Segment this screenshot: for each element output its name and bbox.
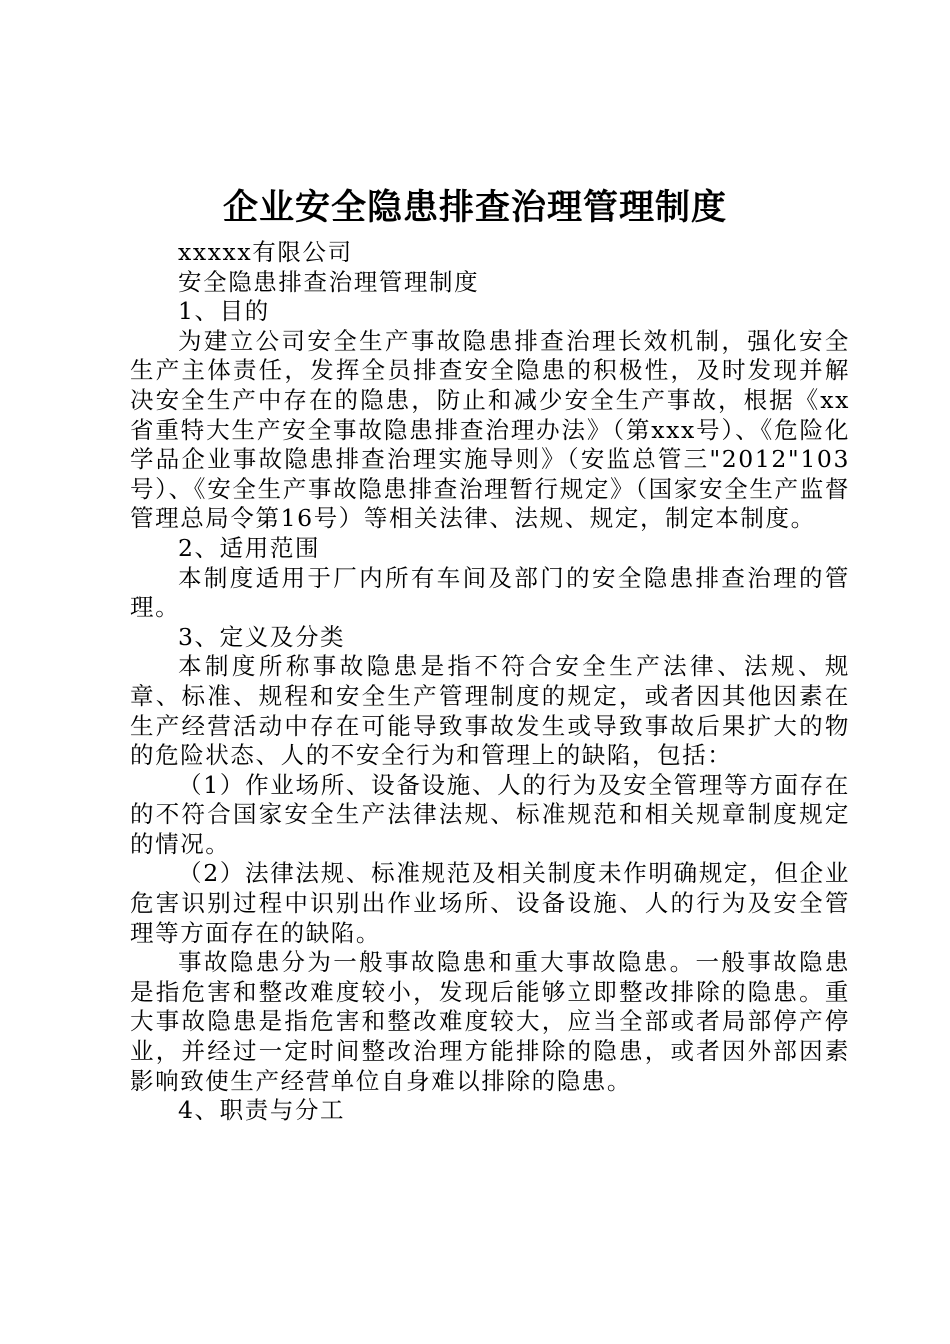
purpose-paragraph: 为建立公司安全生产事故隐患排查治理长效机制，强化安全生产主体责任，发挥全员排查安全隐患的积极性，及时发现并解决安全生产中存在的隐患，防止和减少安全生产事故，根据《xx省重特大生产安全事故隐患排查治理办法》（第xxx号）、《危险化学品企业事故隐患排查治理实施导则》（安监总管三"2012"103号）、《安全生产事故隐患排查治理暂行规定》（国家安全生产监督管理总局令第16号）等相关法律、法规、规定，制定本制度。 bbox=[130, 326, 850, 533]
definition-item-2: （2）法律法规、标准规范及相关制度未作明确规定，但企业危害识别过程中识别出作业场所、设备设施、人的行为及安全管理等方面存在的缺陷。 bbox=[130, 859, 850, 947]
section-heading-definitions: 3、定义及分类 bbox=[178, 622, 346, 651]
document-title: 企业安全隐患排查治理管理制度 bbox=[222, 187, 727, 228]
document-body bbox=[130, 238, 850, 1126]
regulation-name-line: 安全隐患排查治理管理制度 bbox=[178, 267, 480, 296]
scope-paragraph: 本制度适用于厂内所有车间及部门的安全隐患排查治理的管理。 bbox=[130, 563, 850, 622]
section-heading-scope: 2、适用范围 bbox=[178, 533, 321, 562]
classification-paragraph: 事故隐患分为一般事故隐患和重大事故隐患。一般事故隐患是指危害和整改难度较小，发现后能够立即整改排除的隐患。重大事故隐患是指危害和整改难度较大，应当全部或者局部停产停业，并经过一定时间整改治理方能排除的隐患，或者因外部因素影响致使生产经营单位自身难以排除的隐患。 bbox=[130, 948, 850, 1095]
company-name-line: xxxxx有限公司 bbox=[178, 238, 353, 266]
definition-item-1: （1）作业场所、设备设施、人的行为及安全管理等方面存在的不符合国家安全生产法律法规、标准规范和相关规章制度规定的情况。 bbox=[130, 770, 850, 858]
definition-paragraph: 本制度所称事故隐患是指不符合安全生产法律、法规、规章、标准、规程和安全生产管理制度的规定，或者因其他因素在生产经营活动中存在可能导致事故发生或导致事故后果扩大的物的危险状态、人的不安全行为和管理上的缺陷，包括： bbox=[130, 652, 850, 770]
section-heading-responsibilities: 4、职责与分工 bbox=[178, 1096, 346, 1125]
section-heading-purpose: 1、目的 bbox=[178, 297, 270, 326]
